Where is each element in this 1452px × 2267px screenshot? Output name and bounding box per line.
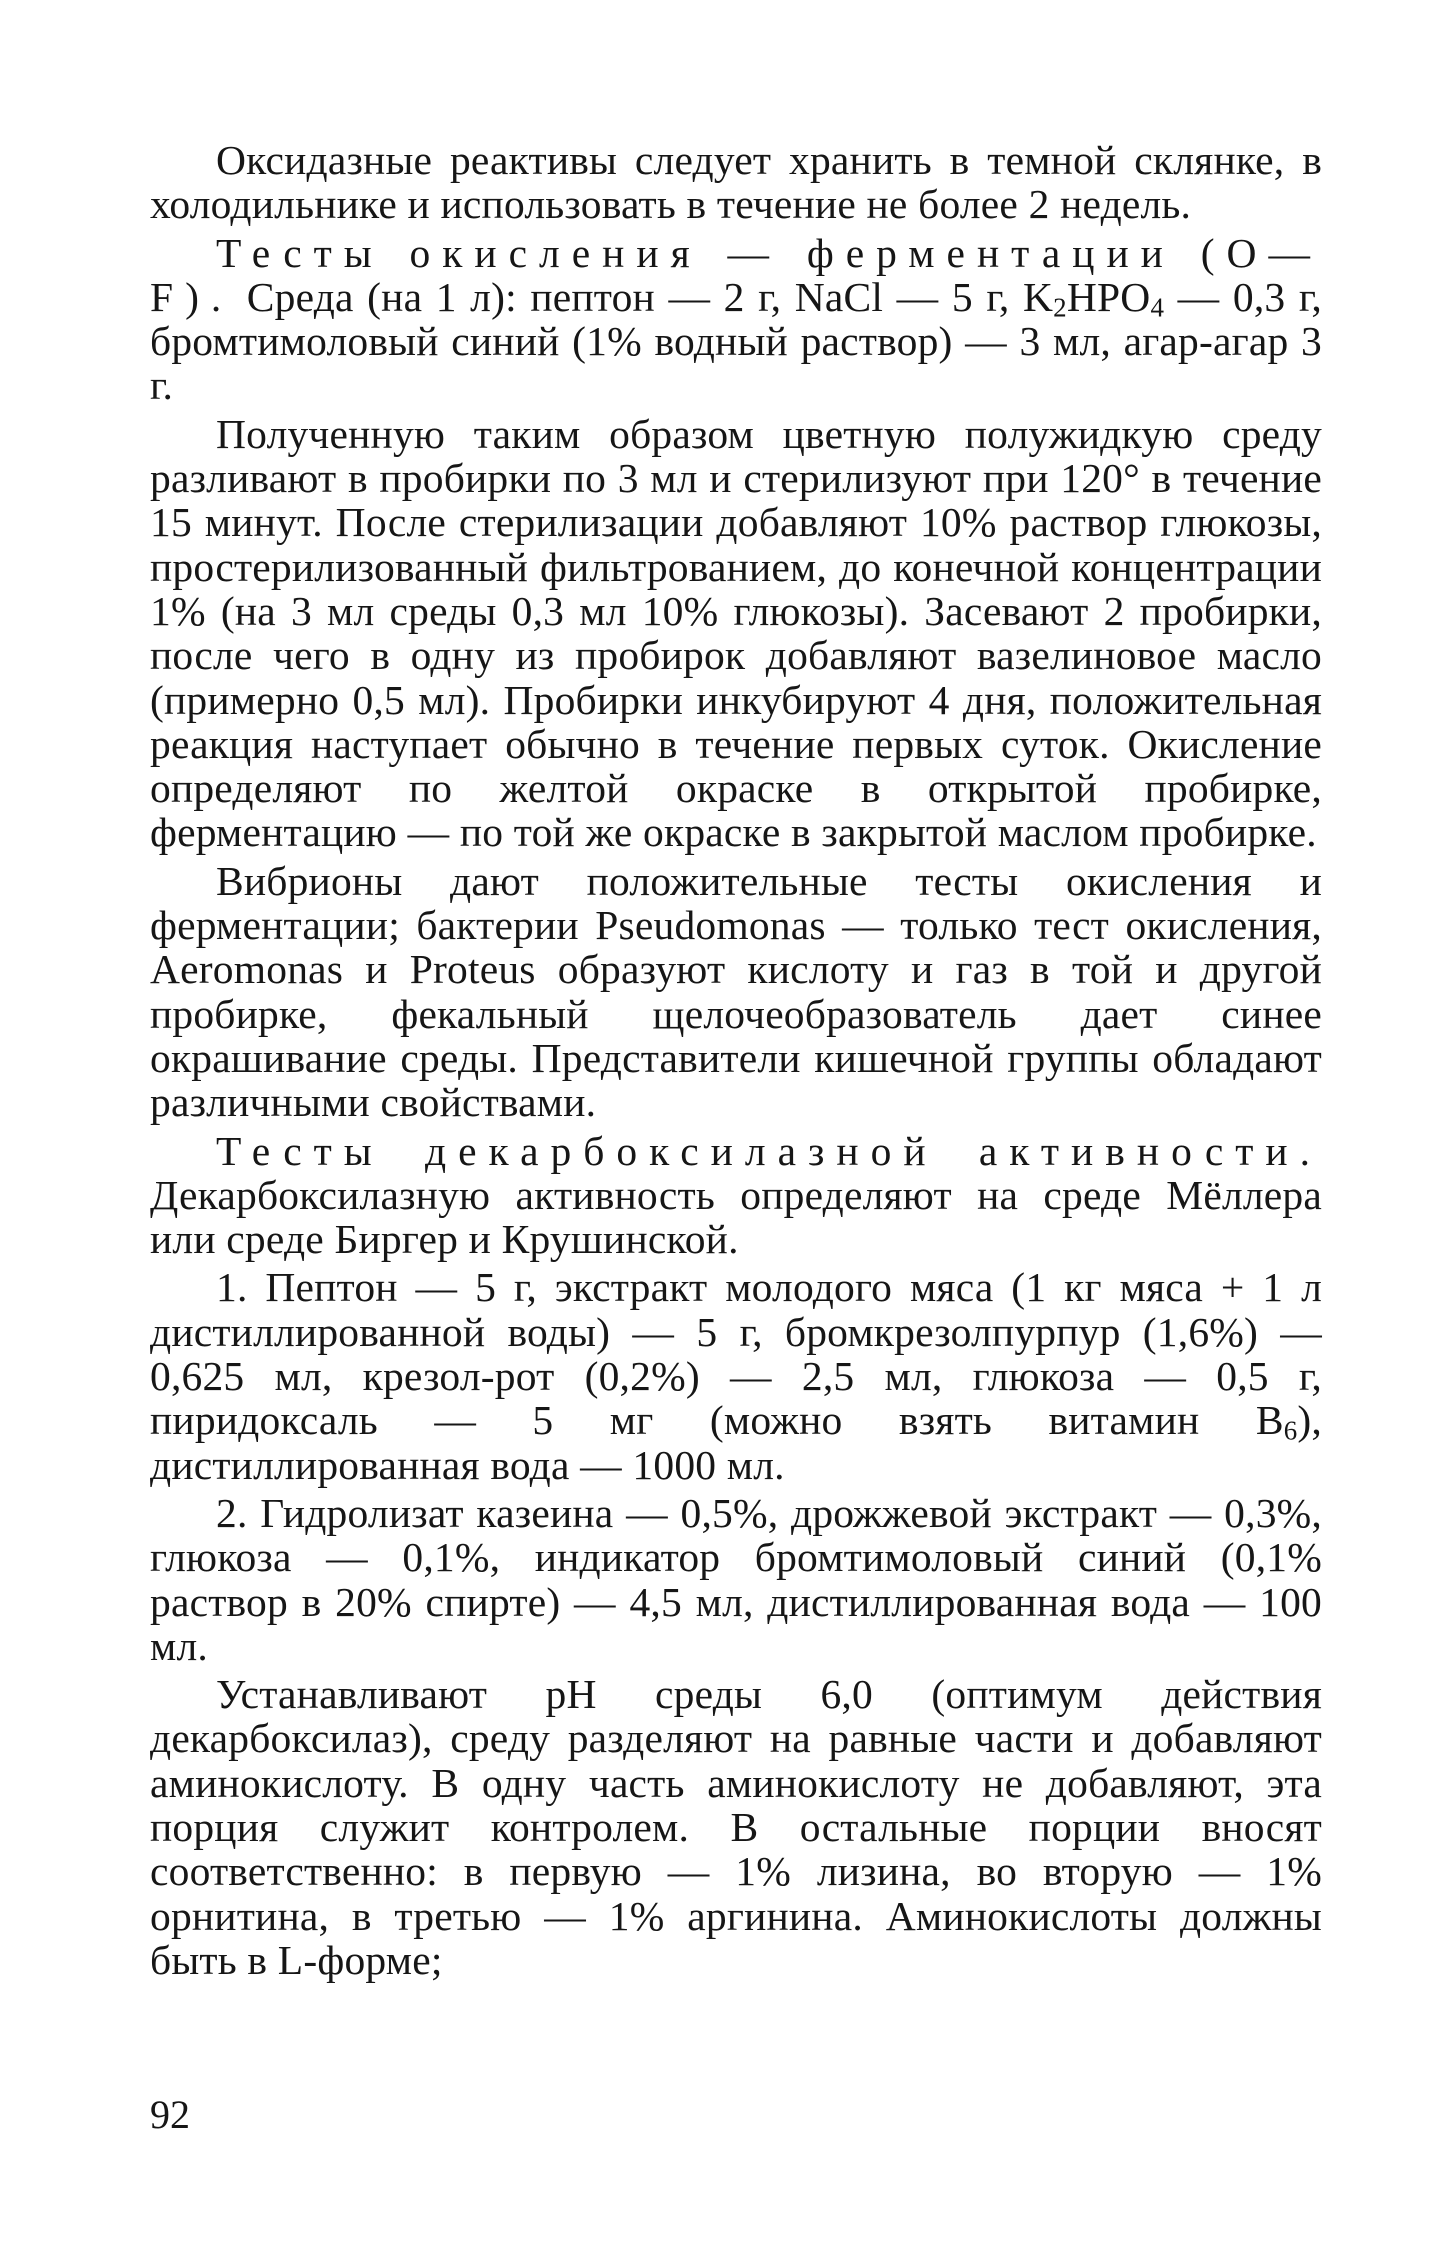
- page-body: [150, 138, 1322, 1982]
- of-test-subscript-b: 4: [1150, 292, 1165, 323]
- page-number: 92: [150, 2092, 190, 2137]
- decarboxylase-text: Декарбоксилазную активность определяют на среде Мёллера или среде Биргер и Крушинской.: [150, 1171, 1322, 1263]
- recipe-1-subscript: 6: [1283, 1415, 1298, 1446]
- paragraph-recipe-2: 2. Гидролизат казеина — 0,5%, дрожжевой экстракт — 0,3%, глюкоза — 0,1%, индикатор бромтимоловый синий (0,1% раствор в 20% спирте) — 4,5 мл, дистиллированная вода — 100 мл.: [150, 1489, 1322, 1669]
- of-test-subscript-a: 2: [1053, 292, 1067, 323]
- paragraph-medium-preparation: Полученную таким образом цветную полужидкую среду разливают в пробирки по 3 мл и стерилизуют при 120° в течение 15 минут. После стерилизации добавляют 10% раствор глюкозы, простерилизованный фильтрованием, до конечной концентрации 1% (на 3 мл среды 0,3 мл 10% глюкозы). Засевают 2 пробирки, после чего в одну из пробирок добавляют вазелиновое масло (примерно 0,5 мл). Пробирки инкубируют 4 дня, положительная реакция наступает обычно в течение первых суток. Окисление определяют по желтой окраске в открытой пробирке, ферментацию — по той же окраске в закрытой маслом пробирке.: [150, 410, 1322, 856]
- of-test-text-c: — 0,3 г, бромтимоловый синий (1% водный раствор) — 3 мл, агар-агар 3 г.: [150, 273, 1322, 409]
- paragraph-decarboxylase: [150, 1129, 1322, 1262]
- section-heading-of-test: Тесты окисления — ферментации (O—F).: [150, 229, 1322, 320]
- paragraph-recipe-1: [150, 1265, 1322, 1486]
- recipe-1-text-a: 1. Пептон — 5 г, экстракт молодого мяса (1 кг мяса + 1 л дистиллированной воды) — 5 г, бромкрезолпурпур (1,6%) — 0,625 мл, крезол-рот (0,2%) — 2,5 мл, глюкоза — 0,5 г, пиридоксаль — 5 мг (можно взять витамин B: [150, 1264, 1322, 1444]
- of-test-text-b: HPO: [1066, 273, 1151, 320]
- of-test-text-a: Среда (на 1 л): пептон — 2 г, NaCl — 5 г, K: [233, 273, 1054, 320]
- paragraph-vibrio-results: Вибрионы дают положительные тесты окисления и ферментации; бактерии Pseudomonas — только тест окисления, Aeromonas и Proteus образуют кислоту и газ в той и другой пробирке, фекальный щелочеобразователь дает синее окрашивание среды. Представители кишечной группы обладают различными свойствами.: [150, 857, 1322, 1126]
- paragraph-of-test: [150, 231, 1322, 408]
- section-heading-decarboxylase: Тесты декарбоксилазной активности.: [216, 1127, 1322, 1174]
- paragraph-ph-setup: Устанавливают pH среды 6,0 (оптимум действия декарбоксилаз), среду разделяют на равные части и добавляют аминокислоту. В одну часть аминокислоту не добавляют, эта порция служит контролем. В остальные порции вносят соответственно: в первую — 1% лизина, во вторую — 1% орнитина, в третью — 1% аргинина. Аминокислоты должны быть в L-форме;: [150, 1671, 1322, 1983]
- recipe-1-text-b: ), дистиллированная вода — 1000 мл.: [150, 1397, 1322, 1488]
- paragraph-oxidase-storage: Оксидазные реактивы следует хранить в темной склянке, в холодильнике и использовать в течение не более 2 недель.: [150, 137, 1322, 228]
